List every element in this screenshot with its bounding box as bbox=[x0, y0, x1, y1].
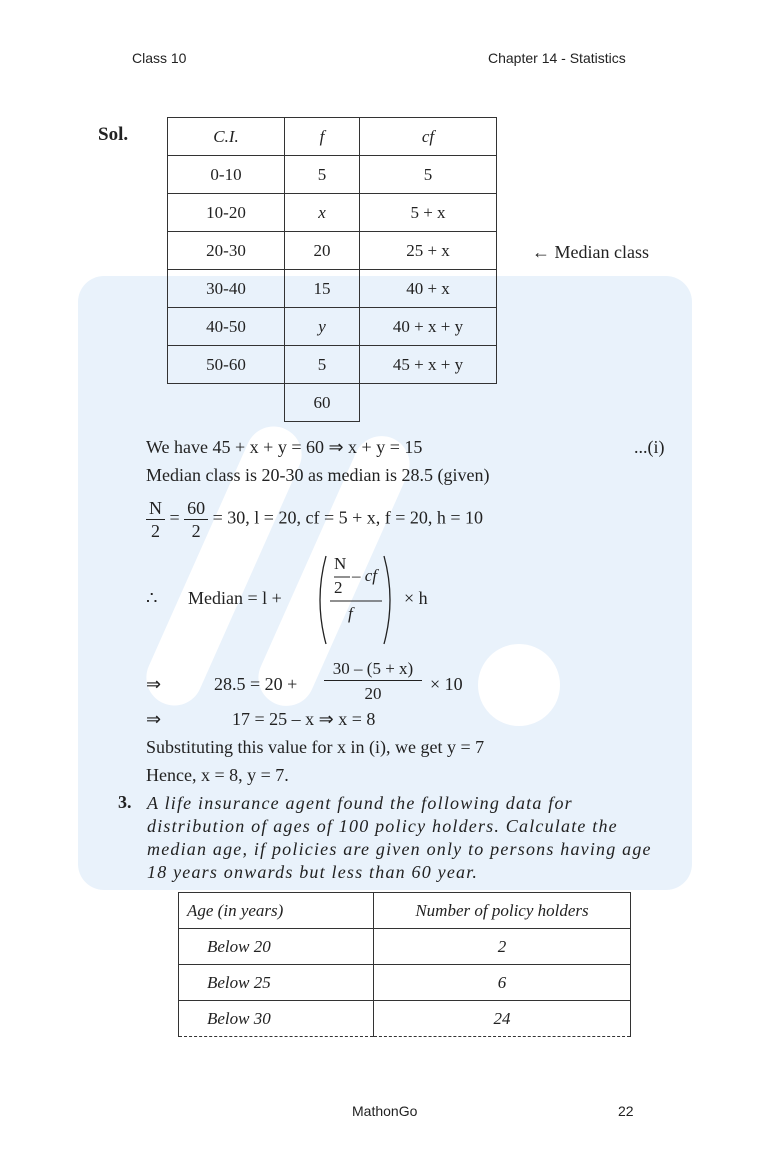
table-row bbox=[168, 156, 497, 194]
table-cell: 20 bbox=[285, 232, 360, 270]
table-cell: 40 + x bbox=[360, 270, 497, 308]
table-cell: Below 20 bbox=[179, 929, 374, 965]
header-class: Class 10 bbox=[132, 50, 187, 66]
formula-f: f bbox=[348, 604, 353, 623]
table-row bbox=[168, 232, 497, 270]
page-number: 22 bbox=[618, 1103, 634, 1119]
implies-arrow: ⇒ bbox=[146, 709, 162, 729]
equation-reference: ...(i) bbox=[634, 437, 665, 457]
table-total: 60 bbox=[285, 384, 360, 422]
table-row bbox=[168, 270, 497, 308]
table-cell: 15 bbox=[285, 270, 360, 308]
substitution-denominator: 20 bbox=[364, 684, 382, 703]
table-cell: 25 + x bbox=[360, 232, 497, 270]
table-cell: Below 25 bbox=[179, 965, 374, 1001]
table-cell: 5 bbox=[285, 346, 360, 384]
table-header-age: Age (in years) bbox=[179, 893, 374, 929]
table-cell: x bbox=[285, 194, 360, 232]
table-row bbox=[168, 194, 497, 232]
table-cell: 20-30 bbox=[168, 232, 285, 270]
table-total-row bbox=[168, 384, 497, 422]
table-cell: 45 + x + y bbox=[360, 346, 497, 384]
table-row bbox=[168, 308, 497, 346]
table-header-f: f bbox=[285, 118, 360, 156]
formula-2: 2 bbox=[334, 578, 343, 597]
median-class-note: ← Median class bbox=[532, 242, 649, 262]
question-number: 3. bbox=[118, 792, 132, 812]
step-conclusion: Hence, x = 8, y = 7. bbox=[146, 765, 289, 785]
table-cell: 50-60 bbox=[168, 346, 285, 384]
table-cell: y bbox=[285, 308, 360, 346]
table-cell-empty bbox=[360, 384, 497, 422]
footer-brand: MathonGo bbox=[352, 1103, 418, 1119]
implies-arrow: ⇒ bbox=[146, 674, 162, 694]
substitution-times: × 10 bbox=[430, 674, 463, 694]
header-chapter: Chapter 14 - Statistics bbox=[488, 50, 626, 66]
table-cell: 5 bbox=[285, 156, 360, 194]
median-formula-lhs: Median = l + bbox=[188, 588, 282, 608]
solution-label: Sol. bbox=[98, 124, 129, 145]
table-row bbox=[179, 965, 631, 1001]
table-cell: 30-40 bbox=[168, 270, 285, 308]
step-solve-x: 17 = 25 – x ⇒ x = 8 bbox=[232, 709, 376, 729]
table-cell-empty bbox=[168, 384, 285, 422]
table-cell: 40 + x + y bbox=[360, 308, 497, 346]
table-header-ci: C.I. bbox=[168, 118, 285, 156]
substitution-numerator: 30 – (5 + x) bbox=[324, 658, 422, 681]
table-cell: 5 + x bbox=[360, 194, 497, 232]
question-text: A life insurance agent found the following data for distribution of ages of 100 policy holders. Calculate the median age, if policies are given only to persons having age 18 years onwards but less than 60 year. bbox=[147, 793, 652, 882]
table-cell: 5 bbox=[360, 156, 497, 194]
table-cell: Below 30 bbox=[179, 1001, 374, 1037]
step-values: $\frac{N}{2}$ = $\frac{60}{2}$ = 30, l = 20, cf = 5 + x, f = 20, h = 10 bbox=[146, 497, 483, 542]
table-row bbox=[168, 346, 497, 384]
formula-minus-cf: – cf bbox=[352, 566, 378, 585]
fraction-60-over-2: $\frac{60}{2}$ bbox=[184, 497, 208, 542]
step-equation-1: We have 45 + x + y = 60 ⇒ x + y = 15 bbox=[146, 437, 423, 457]
step-substitution-lhs: 28.5 = 20 + bbox=[214, 674, 298, 694]
age-table bbox=[178, 892, 631, 1037]
table-row bbox=[179, 1001, 631, 1037]
table-cell: 24 bbox=[374, 1001, 631, 1037]
table-header-cf: cf bbox=[360, 118, 497, 156]
table-header-policy-holders: Number of policy holders bbox=[374, 893, 631, 929]
table-header-row bbox=[168, 118, 497, 156]
formula-n: N bbox=[334, 554, 347, 573]
table-header-row bbox=[179, 893, 631, 929]
table-row bbox=[179, 929, 631, 965]
fraction-n-over-2: $\frac{N}{2}$ bbox=[146, 497, 165, 542]
table-cell: 6 bbox=[374, 965, 631, 1001]
table-cell: 10-20 bbox=[168, 194, 285, 232]
step-median-class: Median class is 20-30 as median is 28.5 (given) bbox=[146, 465, 490, 485]
formula-times-h: × h bbox=[404, 588, 428, 608]
therefore-symbol: ∴ bbox=[146, 588, 158, 608]
table-cell: 2 bbox=[374, 929, 631, 965]
table-cell: 40-50 bbox=[168, 308, 285, 346]
table-cell: 0-10 bbox=[168, 156, 285, 194]
step-solve-y: Substituting this value for x in (i), we get y = 7 bbox=[146, 737, 485, 757]
frequency-table bbox=[167, 117, 497, 422]
